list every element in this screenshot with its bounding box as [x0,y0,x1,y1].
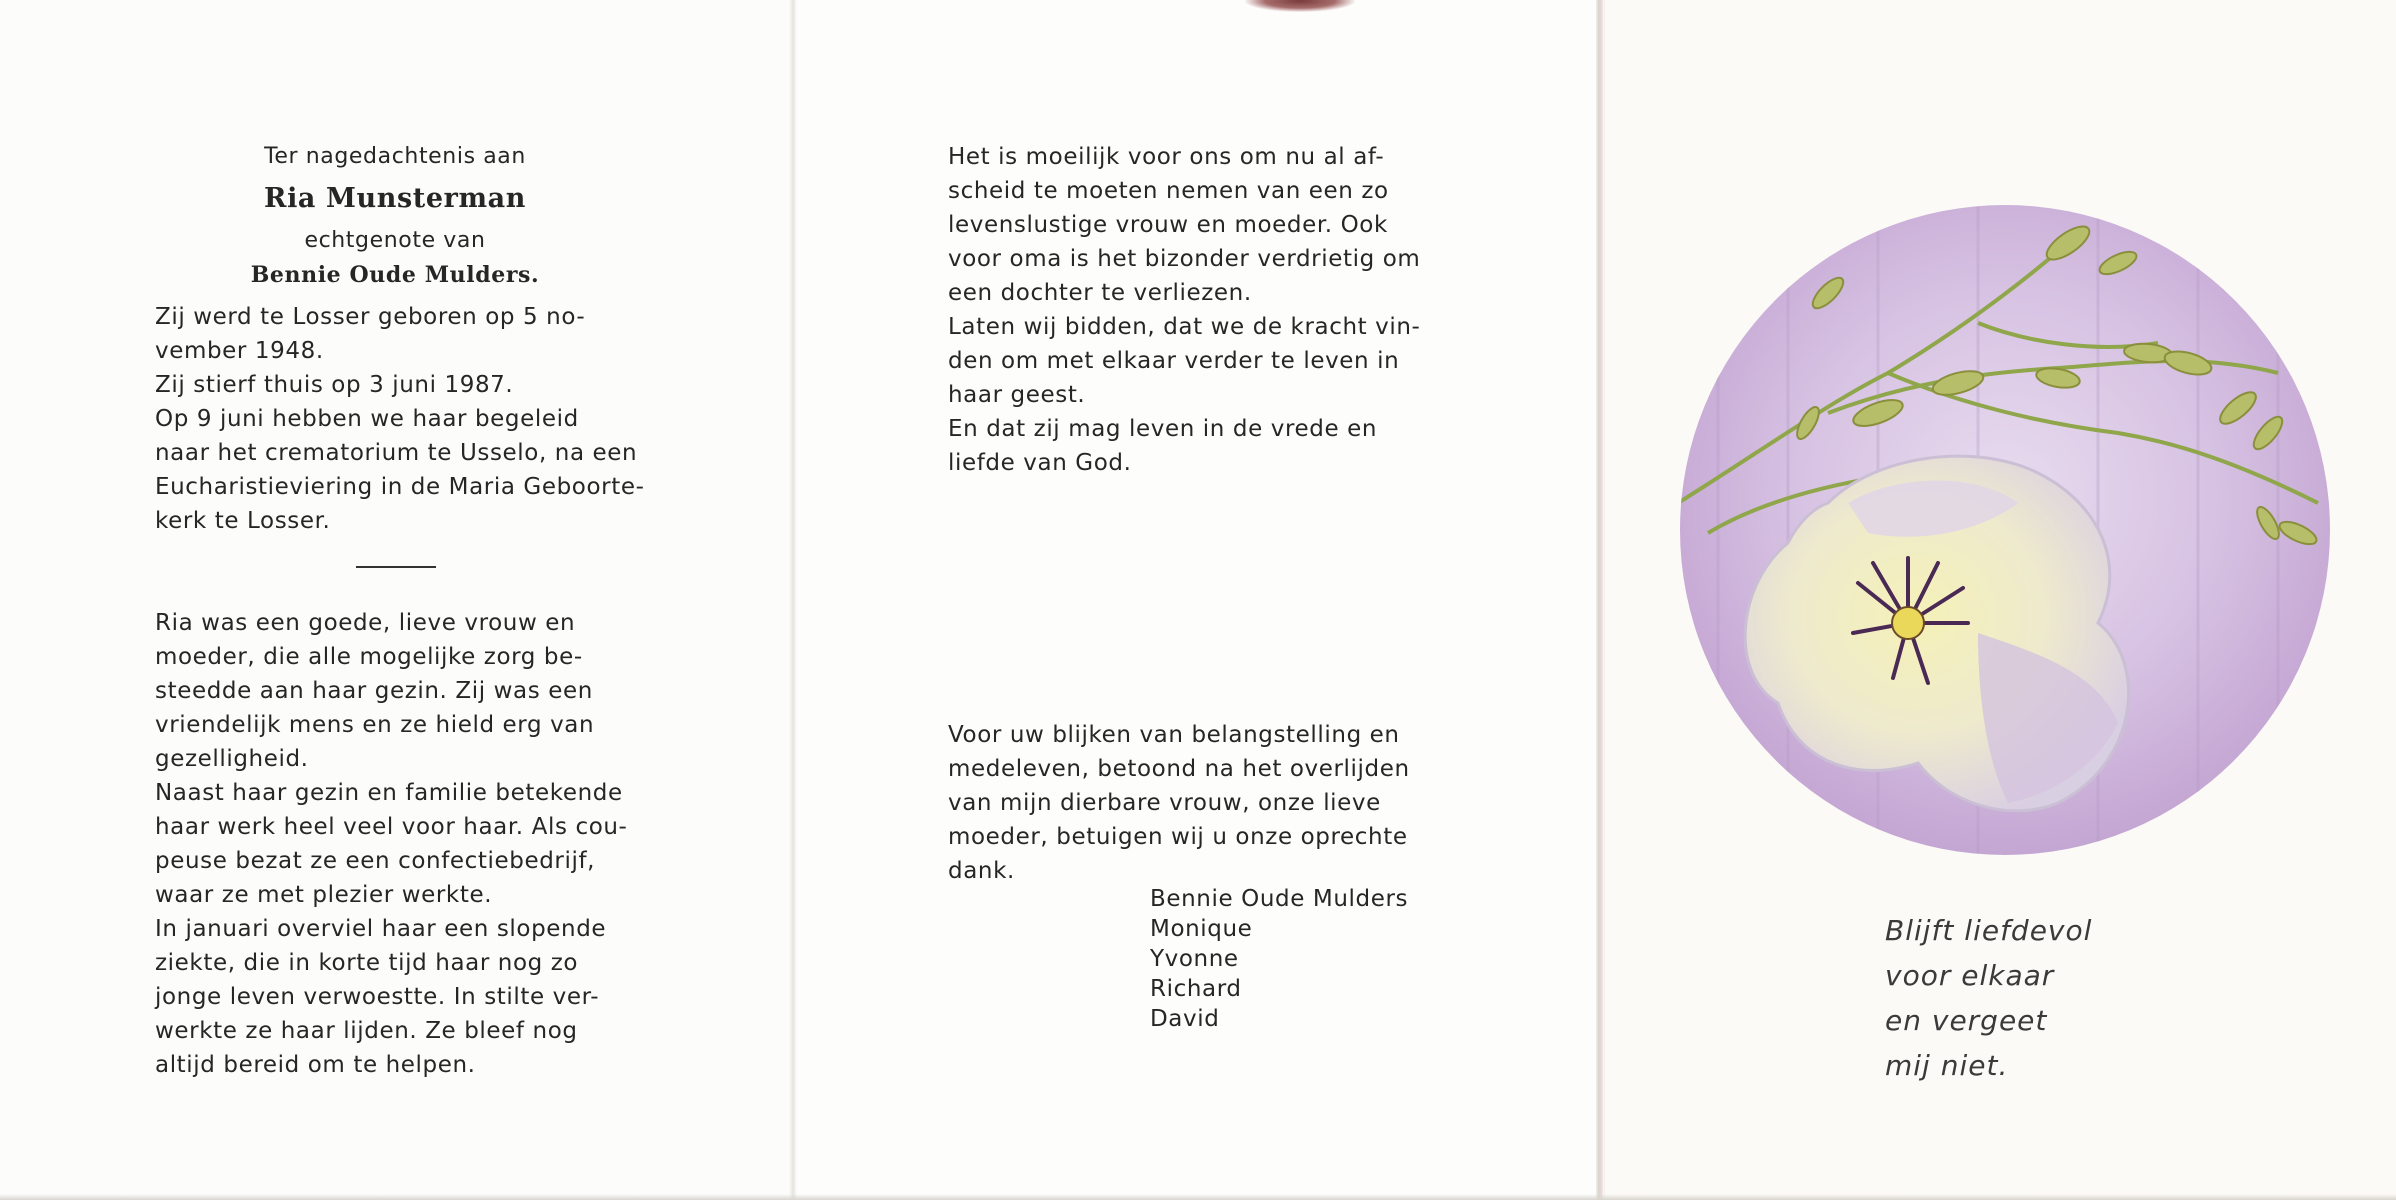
text-line: jonge leven verwoestte. In stilte ver- [155,984,600,1010]
text-line: Zij werd te Losser geboren op 5 no- [155,304,586,330]
card-fold [789,0,797,1200]
text-line: van mijn dierbare vrouw, onze lieve [948,790,1381,816]
card-bottom-edge [0,1194,2396,1200]
memorial-intro: Ter nagedachtenis aan [264,144,526,169]
text-line: haar geest. [948,382,1086,408]
text-line: een dochter te verliezen. [948,280,1252,306]
card-fold [1596,0,1604,1200]
text-line: levenslustige vrouw en moeder. Ook [948,212,1388,238]
text-line: naar het crematorium te Usselo, na een [155,440,638,466]
text-line: vriendelijk mens en ze hield erg van [155,712,595,738]
text-line: En dat zij mag leven in de vrede en [948,416,1378,442]
text-line: dank. [948,858,1015,884]
text-line: waar ze met plezier werkte. [155,882,493,908]
verse-line: voor elkaar [1885,959,2055,992]
text-line: werkte ze haar lijden. Ze bleef nog [155,1018,578,1044]
spouse-name: Bennie Oude Mulders. [250,262,540,288]
text-line: Ria was een goede, lieve vrouw en [155,610,576,636]
pressed-flower-image [1678,203,2332,857]
signer-name: Yvonne [1150,946,1239,972]
text-line: gezelligheid. [155,746,309,772]
biography-paragraph [155,300,645,538]
text-line: vember 1948. [155,338,324,364]
farewell-paragraph [948,140,1438,480]
text-line: moeder, die alle mogelijke zorg be- [155,644,583,670]
text-line: voor oma is het bizonder verdrietig om [948,246,1421,272]
text-line: Naast haar gezin en familie betekende [155,780,623,806]
text-line: haar werk heel veel voor haar. Als cou- [155,814,628,840]
text-line: medeleven, betoond na het overlijden [948,756,1410,782]
signer-name: Richard [1150,976,1242,1002]
text-line: Eucharistieviering in de Maria Geboorte- [155,474,645,500]
text-line: Op 9 juni hebben we haar begeleid [155,406,579,432]
text-line: peuse bezat ze een confectiebedrijf, [155,848,596,874]
tribute-paragraph [155,606,645,1082]
text-line: Zij stierf thuis op 3 juni 1987. [155,372,514,398]
signer-name: Bennie Oude Mulders [1150,886,1409,912]
text-line: ziekte, die in korte tijd haar nog zo [155,950,579,976]
verse-text [1885,908,2205,1088]
deceased-name: Ria Munsterman [264,183,526,214]
signers-list [1150,884,1450,1034]
signer-name: Monique [1150,916,1253,942]
divider-line [356,566,436,568]
text-line: scheid te moeten nemen van een zo [948,178,1389,204]
thanks-paragraph [948,718,1438,888]
text-line: steedde aan haar gezin. Zij was een [155,678,593,704]
text-line: altijd bereid om te helpen. [155,1052,476,1078]
signer-name: David [1150,1006,1220,1032]
text-line: liefde van God. [948,450,1132,476]
text-line: Laten wij bidden, dat we de kracht vin- [948,314,1421,340]
verse-line: mij niet. [1885,1049,2009,1082]
text-line: den om met elkaar verder te leven in [948,348,1400,374]
paper-tear-mark [1245,0,1355,12]
text-line: In januari overviel haar een slopende [155,916,607,942]
spouse-label: echtgenote van [304,228,486,253]
text-line: moeder, betuigen wij u onze oprechte [948,824,1408,850]
text-line: Het is moeilijk voor ons om nu al af- [948,144,1385,170]
text-line: Voor uw blijken van belangstelling en [948,722,1400,748]
verse-line: en vergeet [1885,1004,2048,1037]
verse-line: Blijft liefdevol [1885,914,2093,947]
text-line: kerk te Losser. [155,508,331,534]
